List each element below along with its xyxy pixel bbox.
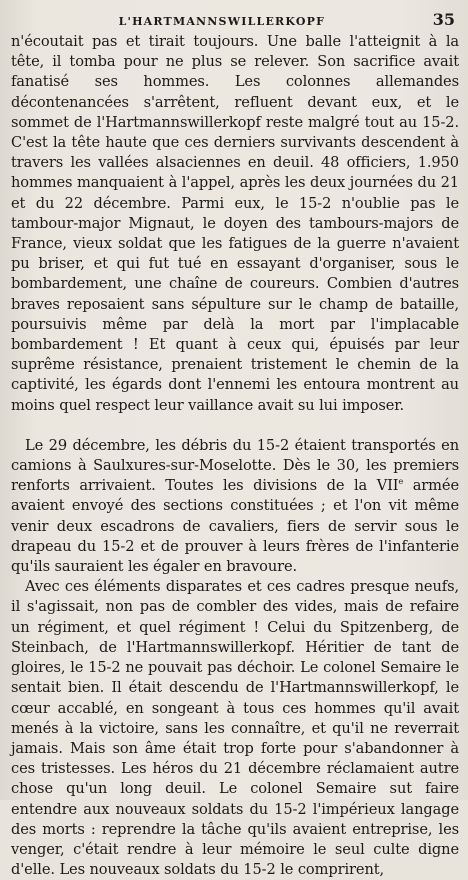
superscript-e: e — [398, 477, 404, 487]
paragraph-2 — [11, 436, 459, 577]
page-number: 35 — [432, 10, 455, 29]
paragraph-2-text-b: armée avaient envoyé des sections constituées ; et l'on vit même venir deux escadrons de cavaliers, fiers de servir sous le drapeau du 15-2 et de prouver à leurs frères de l'infanterie qu'ils sauraient les égaler en bravoure. — [11, 477, 459, 576]
paragraph-2-text-a: Le 29 décembre, les débris du 15-2 étaient transportés en camions à Saulxures-sur-Moselotte. Dès le 30, les premiers renforts arrivaient. Toutes les divisions de la VII — [11, 436, 459, 495]
paragraph-3: Avec ces éléments disparates et ces cadres presque neufs, il s'agissait, non pas de combler des vides, mais de refaire un régiment, et quel régiment ! Celui du Spitzenberg, de Steinbach, de l'Hartmannswillerkopf. Héritier de tant de gloires, le 15-2 ne pouvait pas déchoir. Le colonel Semaire le sentait bien. Il était descendu de l'Hartmannswillerkopf, le cœur accablé, en songeant à tous ces hommes qu'il avait menés à la victoire, sans les connaître, et qu'il ne reverrait jamais. Mais son âme était trop forte pour s'abandonner à ces tristesses. Les héros du 21 décembre réclamaient autre chose qu'un long deuil. Le colonel Semaire sut faire entendre aux nouveaux soldats du 15-2 l'impérieux langage des morts : reprendre la tâche qu'ils avaient entreprise, les venger, c'était rendre à leur mémoire le seul culte digne d'elle. Les nouveaux soldats du 15-2 le comprirent, — [11, 578, 459, 879]
body-text — [11, 32, 459, 880]
running-head — [11, 10, 459, 32]
running-title: L'HARTMANNSWILLERKOPF — [118, 15, 326, 28]
paragraph-1: n'écoutait pas et tirait toujours. Une balle l'atteignit à la tête, il tomba pour ne plus se relever. Son sacrifice avait fanatisé ses hommes. Les colonnes allemandes décontenancées s'arrêtent, refluent devant eux, et le sommet de l'Hartmannswillerkopf reste malgré tout au 15-2. C'est la tête haute que ces derniers survivants descendent à travers les vallées alsaciennes en deuil. 48 officiers, 1.950 hommes manquaient à l'appel, après les deux journées du 21 et du 22 décembre. Parmi eux, le 15-2 n'oublie pas le tambour-major Mignaut, le doyen des tambours-majors de France, vieux soldat que les fatigues de la guerre n'avaient pu briser, et qui fut tué en essayant d'organiser, sous le bombardement, une chaîne de coureurs. Combien d'autres braves reposaient sans sépulture sur le champ de bataille, poursuivis même par delà la mort par l'implacable bombardement ! Et quant à ceux qui, épuisés par leur suprême résistance, prenaient tristement le chemin de la captivité, les égards dont l'ennemi les entoura montrent au moins quel respect leur vaillance avait su lui imposer. — [11, 33, 459, 414]
